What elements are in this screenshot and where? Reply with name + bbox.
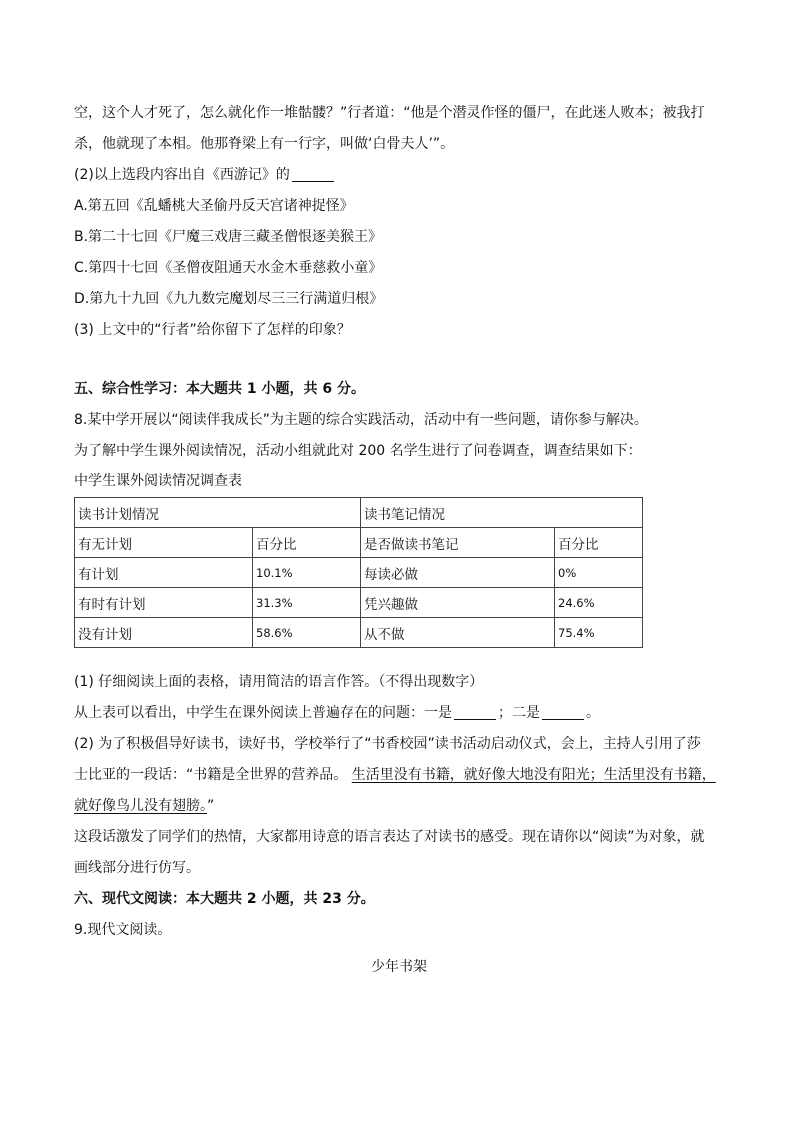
answer-blank-2[interactable] bbox=[542, 718, 584, 720]
quote-underlined-1: 生活里没有书籍，就好像大地没有阳光；生活里没有书籍， bbox=[351, 767, 716, 783]
table-header-cell: 百分比 bbox=[555, 528, 643, 558]
section-5-title: 五、综合性学习：本大题共 1 小题，共 6 分。 bbox=[74, 381, 365, 397]
survey-table bbox=[74, 497, 643, 648]
table-cell: 75.4% bbox=[555, 618, 643, 648]
question-2-option-d: D.第九十九回《九九数完魔划尽三三行满道归根》 bbox=[74, 291, 384, 307]
passage-line-2: 杀，他就现了本相。他那脊梁上有一行字，叫做‘白骨夫人’”。 bbox=[74, 136, 455, 152]
document-content bbox=[74, 98, 724, 983]
question-2-option-c: C.第四十七回《圣僧夜阻通天水金木垂慈救小童》 bbox=[74, 260, 383, 276]
table-group-row bbox=[75, 498, 643, 528]
table-header-cell: 百分比 bbox=[253, 528, 361, 558]
table-cell: 31.3% bbox=[253, 588, 361, 618]
question-8-sub2-line-3 bbox=[74, 791, 724, 822]
question-8-sub2-line-4: 这段话激发了同学们的热情，大家都用诗意的语言表达了对读书的感受。现在请你以“阅读”为对象，就 bbox=[74, 829, 705, 845]
question-8-sub2-line-1: (2) 为了积极倡导好读书，读好书，学校举行了“书香校园”读书活动启动仪式，会上，主持人引用了莎 bbox=[74, 736, 701, 752]
question-2-option-a: A.第五回《乱蟠桃大圣偷丹反天宫诸神捉怪》 bbox=[74, 198, 354, 214]
question-3-stem: (3) 上文中的“行者”给你留下了怎样的印象？ bbox=[74, 322, 351, 338]
question-8-intro: 为了解中学生课外阅读情况，活动小组就此对 200 名学生进行了问卷调查，调查结果如下： bbox=[74, 443, 642, 459]
article-title: 少年书架 bbox=[371, 959, 427, 975]
question-2-text: (2)以上选段内容出自《西游记》的 bbox=[74, 167, 290, 183]
table-row bbox=[75, 558, 643, 588]
table-cell: 24.6% bbox=[555, 588, 643, 618]
question-8-sub2-line-2 bbox=[74, 760, 724, 791]
table-header-cell: 有无计划 bbox=[75, 528, 253, 558]
section-6-title: 六、现代文阅读：本大题共 2 小题，共 23 分。 bbox=[74, 891, 375, 907]
table-cell: 凭兴趣做 bbox=[361, 588, 555, 618]
question-8-sub1-stem: (1) 仔细阅读上面的表格，请用简洁的语言作答。（不得出现数字） bbox=[74, 674, 484, 690]
sub1-text-end: 。 bbox=[586, 705, 600, 721]
question-9-stem: 9.现代文阅读。 bbox=[74, 922, 172, 938]
table-header-cell: 是否做读书笔记 bbox=[361, 528, 555, 558]
table-cell: 58.6% bbox=[253, 618, 361, 648]
table-cell: 每读必做 bbox=[361, 558, 555, 588]
question-8-stem: 8.某中学开展以“阅读伴我成长”为主题的综合实践活动，活动中有一些问题，请你参与解决。 bbox=[74, 412, 648, 428]
answer-blank-1[interactable] bbox=[454, 718, 496, 720]
table-row bbox=[75, 588, 643, 618]
quote-plain: 士比亚的一段话：“书籍是全世界的营养品。 bbox=[74, 767, 348, 783]
table-cell: 有计划 bbox=[75, 558, 253, 588]
question-2-option-b: B.第二十七回《尸魔三戏唐三藏圣僧恨逐美猴王》 bbox=[74, 229, 383, 245]
table-cell: 从不做 bbox=[361, 618, 555, 648]
question-8-sub2-line-5: 画线部分进行仿写。 bbox=[74, 860, 200, 876]
quote-end: ” bbox=[207, 798, 215, 814]
table-cell: 没有计划 bbox=[75, 618, 253, 648]
table-cell: 10.1% bbox=[253, 558, 361, 588]
passage-line-1: 空，这个人才死了，怎么就化作一堆骷髅？”行者道：“他是个潜灵作怪的僵尸，在此迷人败本；被我打 bbox=[74, 105, 705, 121]
question-8-sub1-answer-line bbox=[74, 698, 724, 729]
quote-underlined-2: 就好像鸟儿没有翅膀。 bbox=[74, 798, 207, 814]
question-2-stem bbox=[74, 160, 724, 191]
table-group-right: 读书笔记情况 bbox=[361, 498, 643, 528]
table-cell: 0% bbox=[555, 558, 643, 588]
table-cell: 有时有计划 bbox=[75, 588, 253, 618]
table-header-row bbox=[75, 528, 643, 558]
table-title: 中学生课外阅读情况调查表 bbox=[74, 473, 242, 489]
sub1-text-b: ；二是 bbox=[498, 705, 540, 721]
table-row bbox=[75, 618, 643, 648]
answer-blank[interactable] bbox=[292, 180, 334, 182]
table-group-left: 读书计划情况 bbox=[75, 498, 361, 528]
sub1-text-a: 从上表可以看出，中学生在课外阅读上普遍存在的问题：一是 bbox=[74, 705, 452, 721]
